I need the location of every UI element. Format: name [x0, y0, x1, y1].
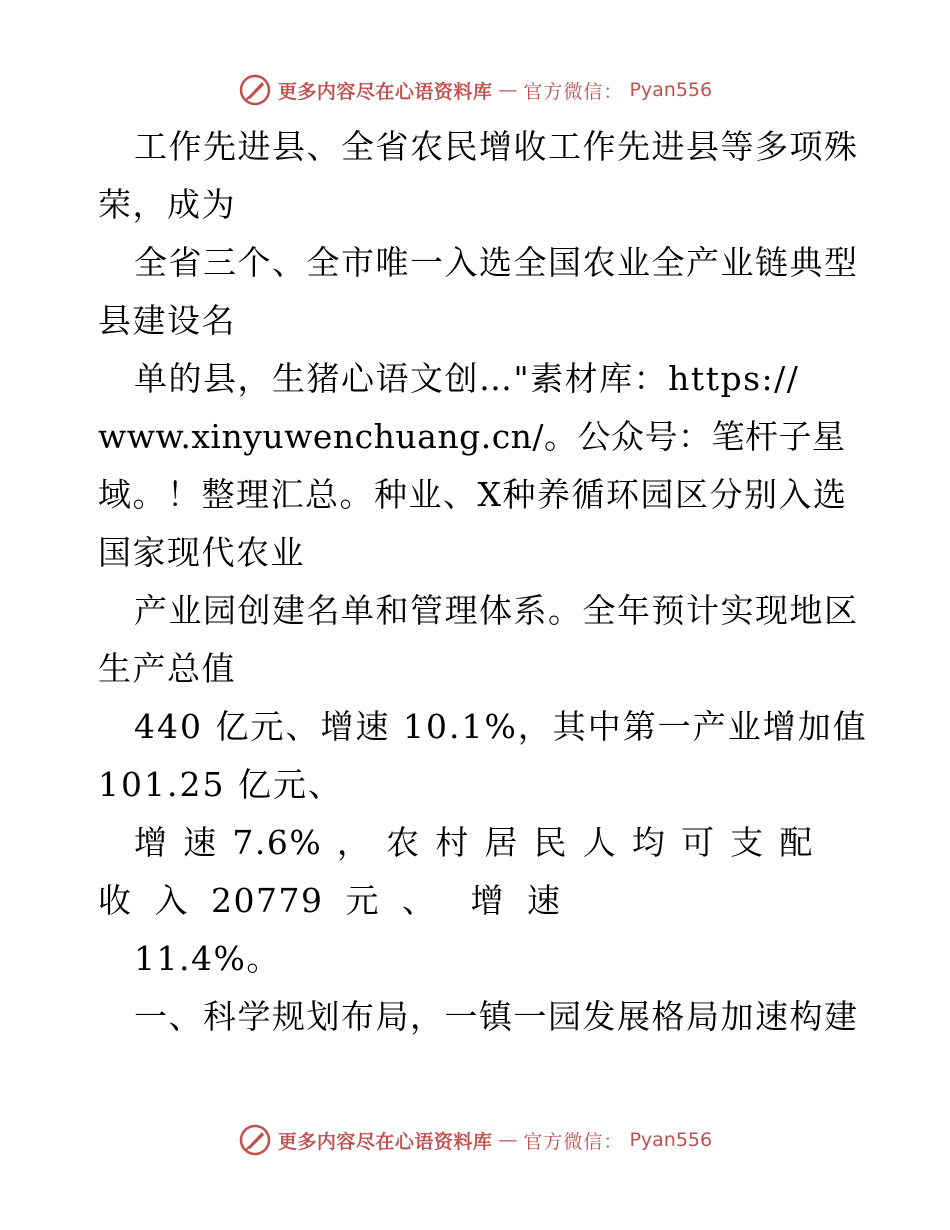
- section-heading: 一、科学规划布局，一镇一园发展格局加速构建: [134, 997, 859, 1036]
- watermark-dash: —: [498, 79, 518, 101]
- word: 支: [730, 823, 765, 862]
- text-line: 11.4%。: [134, 939, 281, 978]
- text-line: 全省三个、全市唯一入选全国农业全产业链典型: [134, 243, 859, 282]
- text-line: www.xinyuwenchuang.cn/。公众号：笔杆子星: [98, 417, 846, 456]
- word: 速: [526, 881, 562, 920]
- document-body: [98, 118, 868, 1046]
- word: ，: [336, 823, 372, 862]
- word: 增: [470, 881, 505, 920]
- text-line: 生产总值: [98, 649, 236, 688]
- header-watermark: [0, 70, 950, 110]
- word: 配: [779, 823, 814, 862]
- word: 居: [484, 823, 519, 862]
- quill-logo-icon: [238, 73, 272, 107]
- text-line: 440 亿元、增速 10.1%，其中第一产业增加值: [134, 707, 868, 746]
- word: 、: [401, 881, 437, 920]
- watermark-dash: —: [498, 1129, 518, 1151]
- word: 7.6%: [232, 823, 323, 862]
- watermark-wechat-id: Pyan556: [629, 1129, 713, 1151]
- text-line: 县建设名: [98, 301, 236, 340]
- word: 元: [345, 881, 380, 920]
- watermark-official-label: 官方微信：: [523, 80, 624, 103]
- word: 20779: [211, 881, 324, 920]
- word: 民: [533, 823, 569, 862]
- word: 增: [134, 823, 169, 862]
- word: 村: [435, 823, 470, 862]
- text-line: 荣，成为: [98, 185, 236, 224]
- watermark-main-text: 更多内容尽在心语资料库: [277, 80, 493, 103]
- spread-text-line: [98, 814, 814, 872]
- word: 速: [183, 823, 218, 862]
- word: 人: [582, 823, 618, 862]
- word: 入: [154, 881, 189, 920]
- text-line: 国家现代农业: [98, 533, 305, 572]
- text-line: 工作先进县、全省农民增收工作先进县等多项殊: [134, 127, 859, 166]
- word: 收: [98, 881, 133, 920]
- watermark-main-text: 更多内容尽在心语资料库: [277, 1130, 493, 1153]
- text-line: 单的县，生猪心语文创…"素材库：https://: [134, 359, 800, 398]
- text-line: 产业园创建名单和管理体系。全年预计实现地区: [134, 591, 859, 630]
- word: 农: [386, 823, 421, 862]
- footer-watermark: [0, 1120, 950, 1160]
- word: 可: [681, 823, 716, 862]
- text-line: 101.25 亿元、: [98, 765, 343, 804]
- text-line: 域。！整理汇总。种业、X种养循环园区分别入选: [98, 475, 848, 514]
- watermark-wechat-id: Pyan556: [629, 79, 713, 101]
- quill-logo-icon: [238, 1123, 272, 1157]
- spread-text-line: [98, 872, 858, 930]
- word: 均: [631, 823, 667, 862]
- watermark-official-label: 官方微信：: [523, 1130, 624, 1153]
